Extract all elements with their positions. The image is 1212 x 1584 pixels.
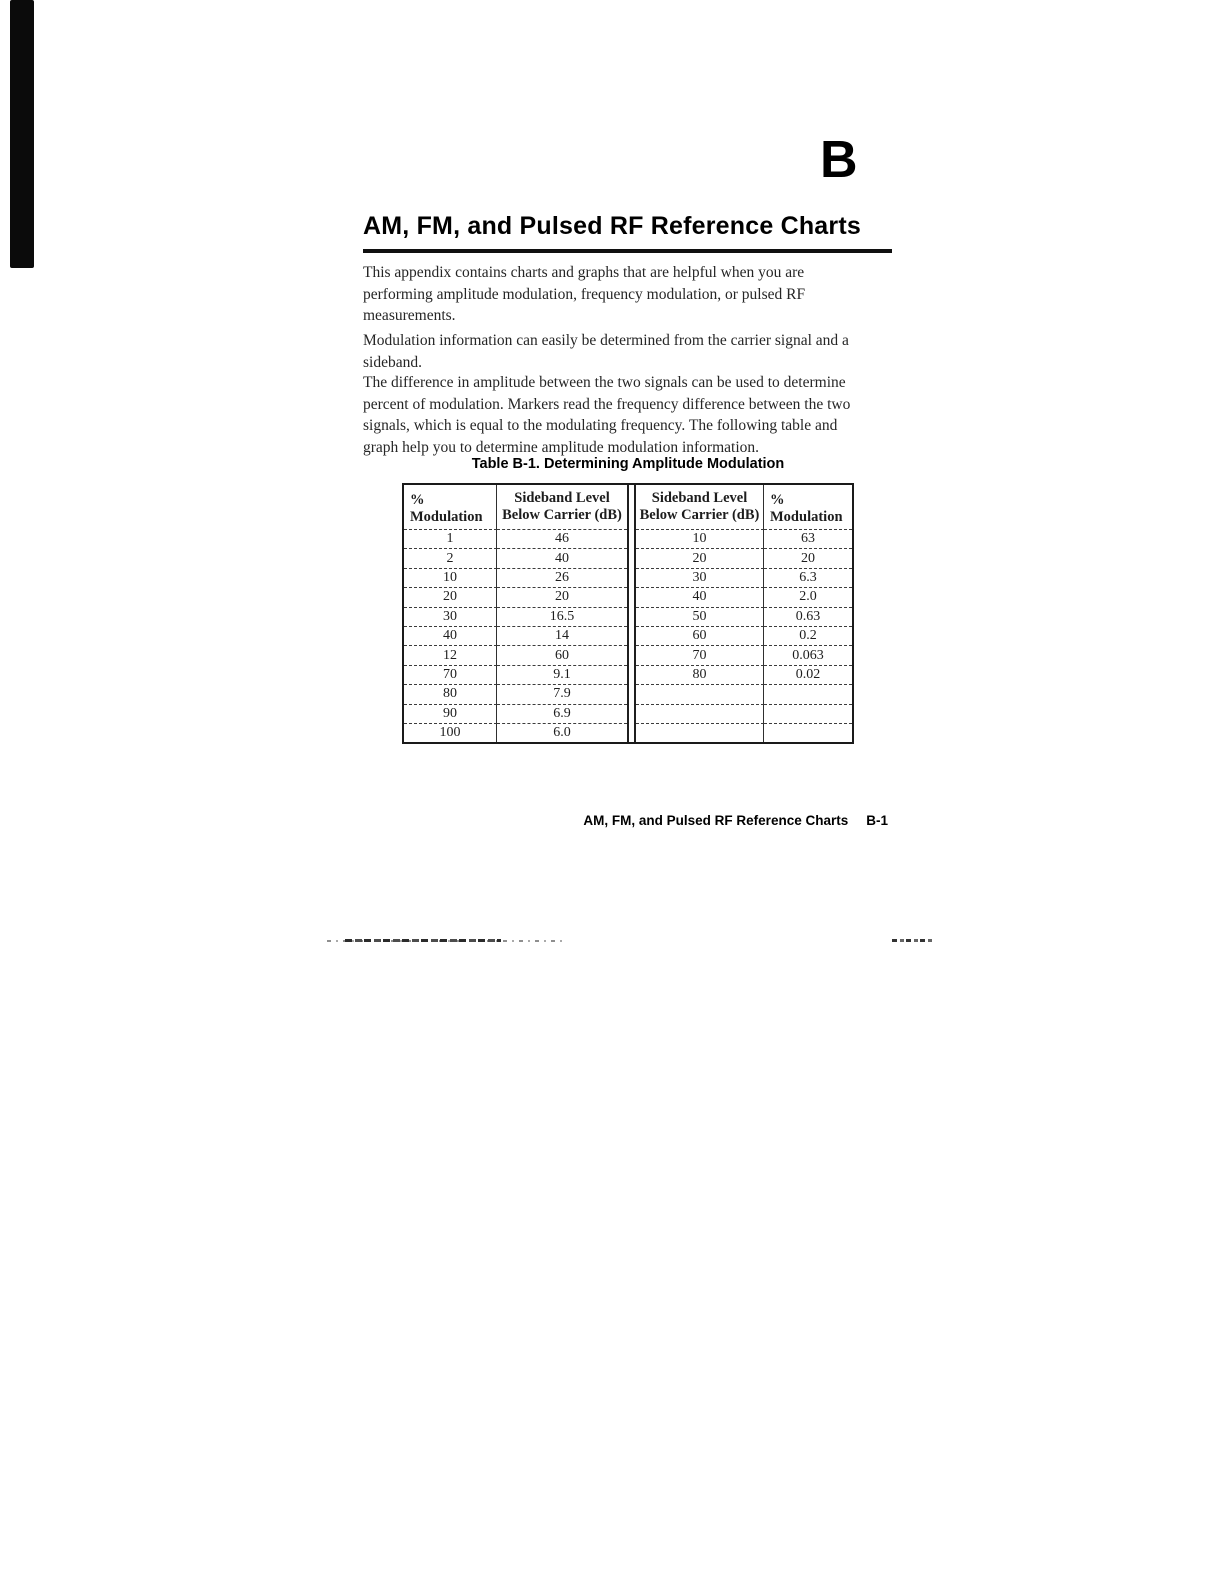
table-cell-right-sideband: 50	[636, 607, 764, 626]
table-cell-right-sideband: 60	[636, 626, 764, 645]
table-cell-left-modulation: 2	[404, 548, 497, 567]
table-cell-left-sideband: 7.9	[497, 684, 627, 703]
table-cell-right-sideband: 80	[636, 665, 764, 684]
paragraph-line: measurements.	[363, 307, 456, 324]
paragraph-line: This appendix contains charts and graphs that are helpful when you are	[363, 264, 805, 281]
table-cell-left-modulation: 70	[404, 665, 497, 684]
paragraph-line: percent of modulation. Markers read the frequency difference between the two	[363, 395, 851, 413]
table-center-divider	[627, 645, 636, 664]
table-cell-right-modulation: 6.3	[764, 568, 852, 587]
table-title: Table B-1. Determining Amplitude Modulation	[471, 456, 785, 472]
table-cell-right-modulation: 2.0	[764, 587, 852, 606]
table-cell-right-modulation: 20	[764, 548, 852, 567]
table-center-divider	[627, 704, 636, 723]
table-cell-right-modulation: 0.02	[764, 665, 852, 684]
table-center-divider	[627, 626, 636, 645]
table-cell-right-sideband: 70	[636, 645, 764, 664]
footer-title: AM, FM, and Pulsed RF Reference Charts	[583, 813, 849, 828]
table-cell-left-modulation: 20	[404, 587, 497, 606]
table-cell-right-sideband	[636, 684, 764, 703]
table-cell-right-sideband: 10	[636, 529, 764, 548]
intro-paragraph-2	[363, 330, 849, 373]
table-center-divider	[627, 607, 636, 626]
page-title: AM, FM, and Pulsed RF Reference Charts	[363, 212, 861, 240]
table-cell-right-modulation	[764, 704, 852, 723]
paragraph-line: performing amplitude modulation, frequency modulation, or pulsed RF	[363, 285, 806, 303]
table-cell-left-modulation: 10	[404, 568, 497, 587]
table-cell-left-sideband: 46	[497, 529, 627, 548]
table-cell-left-sideband: 6.0	[497, 723, 627, 742]
table-center-divider	[627, 485, 636, 529]
table-center-divider	[627, 548, 636, 567]
paragraph-line: graph help you to determine amplitude modulation information.	[363, 438, 760, 456]
paragraph-line: sideband.	[363, 353, 422, 371]
table-cell-right-sideband: 40	[636, 587, 764, 606]
table-cell-left-sideband: 6.9	[497, 704, 627, 723]
table-header-line: Sideband Level	[514, 490, 610, 506]
table-cell-right-sideband: 20	[636, 548, 764, 567]
table-cell-left-modulation: 12	[404, 645, 497, 664]
table-header-left-sideband	[497, 485, 627, 529]
footer-page-number: B-1	[866, 813, 888, 828]
table-cell-left-sideband: 9.1	[497, 665, 627, 684]
table-center-divider	[627, 587, 636, 606]
scan-noise-line-dense	[345, 939, 501, 942]
scan-noise-speck	[892, 939, 933, 942]
table-header-line: Sideband Level	[651, 490, 748, 506]
table-cell-right-modulation	[764, 684, 852, 703]
table-cell-right-modulation: 63	[764, 529, 852, 548]
table-cell-right-modulation: 0.063	[764, 645, 852, 664]
intro-paragraph-1	[363, 262, 805, 327]
table-cell-left-sideband: 14	[497, 626, 627, 645]
table-cell-right-sideband	[636, 704, 764, 723]
chapter-letter: B	[820, 131, 858, 189]
table-cell-left-sideband: 60	[497, 645, 627, 664]
table-cell-right-modulation: 0.63	[764, 607, 852, 626]
table-center-divider	[627, 665, 636, 684]
table-cell-right-modulation: 0.2	[764, 626, 852, 645]
table-header-line: Below Carrier (dB)	[502, 507, 622, 523]
table-cell-left-modulation: 1	[404, 529, 497, 548]
title-rule	[363, 249, 892, 253]
table-cell-left-sideband: 26	[497, 568, 627, 587]
page-footer	[463, 813, 888, 828]
scan-binding-bar-artifact	[10, 0, 34, 268]
intro-paragraph-3	[363, 372, 850, 458]
paragraph-line: signals, which is equal to the modulating frequency. The following table and	[363, 417, 838, 434]
table-cell-left-modulation: 40	[404, 626, 497, 645]
table-cell-left-modulation: 90	[404, 704, 497, 723]
table-header-left-modulation: % Modulation	[404, 485, 497, 529]
table-center-divider	[627, 529, 636, 548]
table-center-divider	[627, 568, 636, 587]
table-cell-left-sideband: 20	[497, 587, 627, 606]
table-cell-right-sideband	[636, 723, 764, 742]
table-center-divider	[627, 723, 636, 742]
amplitude-table	[402, 483, 854, 744]
table-cell-left-sideband: 40	[497, 548, 627, 567]
table-center-divider	[627, 684, 636, 703]
table-header-right-modulation: % Modulation	[770, 492, 843, 525]
table-header-right-sideband	[636, 485, 764, 529]
table-cell-left-modulation: 100	[404, 723, 497, 742]
table-cell-left-sideband: 16.5	[497, 607, 627, 626]
paragraph-line: Modulation information can easily be determined from the carrier signal and a	[363, 332, 849, 349]
table-cell-right-sideband: 30	[636, 568, 764, 587]
table-cell-left-modulation: 30	[404, 607, 497, 626]
table-cell-left-modulation: 80	[404, 684, 497, 703]
table-cell-right-modulation	[764, 723, 852, 742]
paragraph-line: The difference in amplitude between the two signals can be used to determine	[363, 374, 846, 391]
table-header-line: Below Carrier (dB)	[639, 507, 760, 523]
